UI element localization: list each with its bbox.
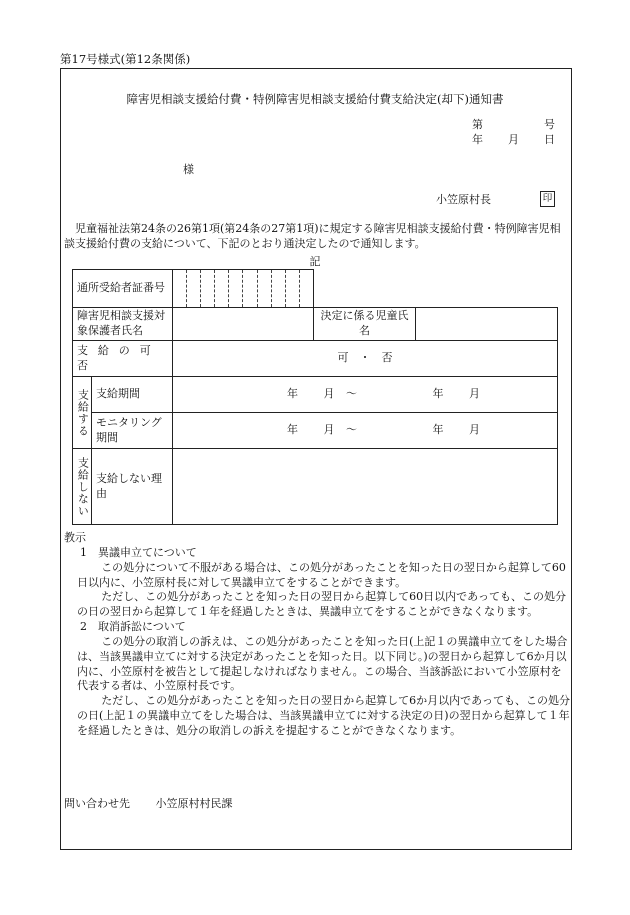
deny-reason-field[interactable]	[173, 449, 558, 525]
instructions-heading: 教示	[64, 531, 86, 544]
document-title: 障害児相談支援給付費・特例障害児相談支援給付費支給決定(却下)通知書	[126, 92, 504, 106]
grant-period-label: 支給期間	[92, 377, 173, 413]
monitoring-period-field[interactable]: 年 月 〜 年 月	[173, 413, 558, 449]
form-number: 第17号様式(第12条関係)	[60, 52, 191, 66]
section2-title: 2 取消訴訟について	[80, 620, 186, 634]
notice-body: 児童福祉法第24条の26第1項(第24条の27第1項)に規定する障害児相談支援給付費・特例障害児相談支援給付費の支給について、下記のとおり通決定したので通知します。	[64, 222, 561, 250]
number-go: 号	[544, 118, 555, 131]
section1-paragraph1: この処分について不服がある場合は、この処分があったことを知った日の翌日から起算して60日以内に、小笠原村長に対して異議申立てをすることができます。	[77, 560, 566, 589]
guardian-name-label: 障害児相談支援対象保護者氏名	[73, 308, 173, 341]
section2-paragraph2: ただし、この処分があったことを知った日の翌日から起算して6か月以内であっても、この処分の日(上記１の異議申立てをした場合は、当該異議申立てに対する決定の日)の翌日から起算して１年を経過したときは、処分の取消しの訴えを提起することができなくなります。	[77, 694, 570, 737]
approval-label: 支給の可否	[73, 341, 173, 377]
section1-title: 1 異議申立てについて	[80, 545, 197, 559]
instructions	[64, 531, 570, 739]
issuer-name: 小笠原村長	[436, 193, 491, 206]
child-name-field[interactable]	[416, 308, 558, 341]
decision-table	[72, 269, 558, 525]
child-name-label: 決定に係る児童氏名	[314, 308, 416, 341]
recipient-number-boxes[interactable]	[173, 270, 314, 308]
seal-mark: 印	[540, 191, 555, 207]
grant-group-label: 支給する	[73, 377, 92, 449]
approval-value[interactable]: 可 ・ 否	[173, 341, 558, 377]
contact-info	[64, 797, 233, 812]
contact-value: 小笠原村村民課	[155, 797, 233, 810]
guardian-name-field[interactable]	[173, 308, 314, 341]
section1-paragraph2: ただし、この処分があったことを知った日の翌日から起算して60日以内であっても、この処分の日の翌日から起算して１年を経過したときは、異議申立てをすることができなくなります。	[77, 590, 566, 619]
number-dai: 第	[472, 118, 483, 131]
date-month: 月	[508, 133, 519, 146]
deny-reason-label: 支給しない理由	[92, 449, 173, 525]
date-day: 日	[544, 133, 555, 146]
date-year: 年	[472, 133, 483, 146]
grant-period-field[interactable]: 年 月 〜 年 月	[173, 377, 558, 413]
addressee-suffix: 様	[183, 163, 194, 176]
section2-paragraph1: この処分の取消しの訴えは、この処分があったことを知った日(上記１の異議申立てをした場合は、当該異議申立てに対する決定があったことを知った日。以下同じ。)の翌日から起算して6か月以内に、小笠原村を被告として提起しなければなりません。この場合、当該訴訟において小笠原村を代表する者は、小笠原村長です。	[77, 634, 568, 693]
contact-label: 問い合わせ先	[64, 797, 130, 810]
ki-heading: 記	[309, 255, 321, 268]
recipient-number-label: 通所受給者証番号	[73, 270, 173, 308]
deny-group-label: 支給しない	[73, 449, 92, 525]
monitoring-period-label: モニタリング期間	[92, 413, 173, 449]
